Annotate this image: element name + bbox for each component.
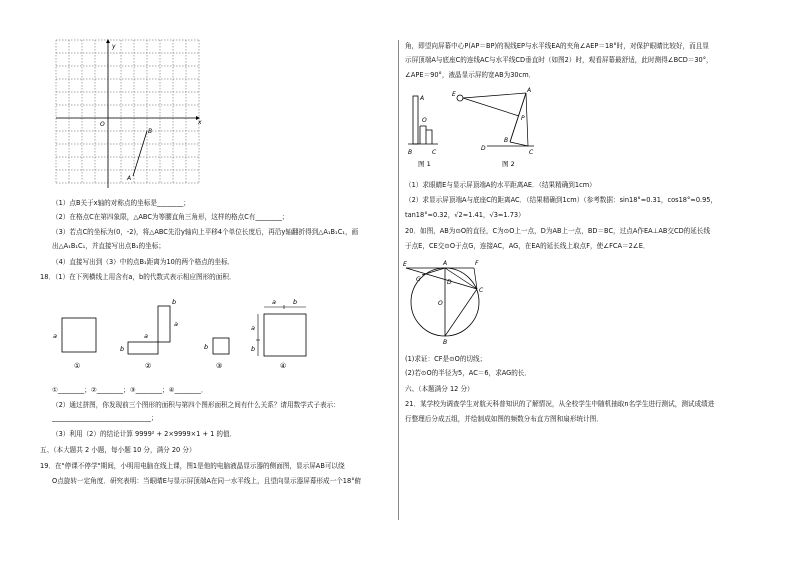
figure1-square [62,318,96,352]
column-divider [398,40,399,520]
fig1-label-o: O [422,117,427,124]
fig1-caption: 图 1 [418,160,431,168]
fig2-label-a: A [527,87,532,94]
q20-line1: 20．如图，AB为⊙O的直径，C为⊙O上一点，D为AB上一点，BD＝BC，过点A作EA⊥AB交CD的延长线 [405,227,711,235]
figure2-label-a1: a [144,332,148,340]
origin-label: O [100,121,105,128]
fig2-caption: 图 2 [502,160,515,168]
point-b-label: B [148,128,153,135]
q18-part1: 18．（1）在下列横线上用含有a，b的代数式表示相应图形的面积． [40,273,236,281]
figure2-label-b2: b [172,298,177,306]
q19-part2-line2: tan18°≈0.32，√2≈1.41，√3≈1.73） [405,211,525,219]
fig2-label-c: C [529,149,534,156]
label-a: A [443,260,448,267]
fig2-label-e: E [452,91,456,98]
q18-answer-blanks: ①________；②________；③________；④________． [52,386,208,394]
fig2-eye [457,95,463,101]
coordinate-grid-figure [48,40,202,190]
label-g: G [416,276,421,283]
grid-lines [56,40,199,183]
figure3-number: ③ [216,362,223,370]
q19-part2-line1: （2）求显示屏顶端A与底座C的距离AC．（结果精确到1cm）（参考数据：sin18°≈0.31，cos18°≈0.95， [405,196,718,204]
label-o: O [438,300,443,307]
fig2-label-p: P [521,115,525,122]
fig2-line-bc [510,142,528,146]
q20-line2: 于点E，CE交⊙O于点G，连接AC，AG，在EA的延长线上取点F，使∠FCA＝2∠E． [405,242,650,250]
q21-line2: 行整理后分成五组，并绘制成如图的频数分布直方图和扇形统计图． [405,415,603,423]
q21-line1: 21．某学校为调查学生对航天科普知识的了解情况，从全校学生中随机抽取n名学生进行测试，测试成绩进 [405,400,715,408]
q17-part3-line1: （3）若点C的坐标为(0，-2)，将△ABC先沿y轴向上平移4个单位长度后，再沿y轴翻折得到△A₁B₁C₁，画 [52,228,359,236]
circle-geometry-figure [400,257,510,347]
segment-ab [133,131,147,176]
q17-part2: （2）在格点C在第四象限，△ABC为等腰直角三角形，这样的格点C有________； [52,213,289,221]
q18-part3: （3）利用（2）的结论计算 9999² + 2×9999×1 + 1 的值． [52,430,237,438]
x-axis-label: x [198,119,202,126]
fig1-stand [420,126,432,144]
figure2-label-a2: a [174,320,178,328]
figure3-label-b: b [204,343,209,351]
figure4-label-b-top: b [293,298,298,306]
q19-line3: 角，即望向屏幕中心P(AP＝BP)的视线EP与水平线EA的夹角∠AEP＝18°时，对保护眼睛比较好，而且显 [405,42,709,50]
q19-part1: （1）求眼睛E与显示屏顶端A的水平距离AE．（结果精确到1cm） [405,181,596,189]
figure1-label-a: a [53,332,57,340]
q19-line1: 19．在"停课不停学"期间，小明用电脑在线上课，图1是他的电脑液晶显示器的侧面图，显示屏AB可以绕 [40,462,345,470]
line-bc [445,289,477,336]
figure1-number: ① [74,362,81,370]
label-e: E [403,261,407,268]
figure2-rect-a [128,342,158,354]
figure3-square [213,338,229,354]
fig2-line-ea [463,93,526,98]
q18-part2: （2）通过拼图，你发现前三个图形的面积与第四个图形面积之间有什么关系？请用数学式子表示： [52,401,340,409]
fig1-label-a: A [420,95,425,102]
section6-heading: 六、（本题满分 12 分） [405,385,474,393]
figure4-label-a-left: a [251,324,255,332]
fig2-line-ep [463,98,519,116]
figure4-label-a-top: a [272,298,276,306]
figure2-label-b1: b [120,345,125,353]
line-ag [422,268,445,275]
figure4-number: ④ [280,362,287,370]
q20-part2: (2)若⊙O的半径为5，AC＝6，求AG的长． [405,369,532,377]
q19-line2: O点旋转一定角度．研究表明：当眼睛E与显示屏顶端A在同一水平线上，且望向显示器屏幕形成一个18°俯 [52,477,362,485]
q17-part4: （4）直接写出到（3）中的点B₁距离为10的两个格点的坐标． [52,258,235,266]
label-b: B [443,339,448,346]
q17-part3-line2: 出△A₁B₁C₁，并直接写出点B₁的坐标； [52,242,165,250]
section5-heading: 五、（本大题共 2 小题，每小题 10 分，满分 20 分） [40,446,196,454]
y-axis-arrow [106,39,110,43]
area-figures [48,296,348,396]
fig2-label-b: B [504,137,509,144]
label-d: D [447,279,452,286]
fig1-label-b: B [408,149,413,156]
line-fc [474,268,477,289]
label-f: F [475,260,479,267]
fig1-screen [413,96,418,144]
point-a-label: A [127,175,132,182]
q19-line5: ∠APE＝90°，液晶显示屏的宽AB为30cm． [405,71,536,79]
figure4-label-b-left: b [251,345,256,353]
q20-part1: (1)求证：CF是⊙O的切线； [405,355,487,363]
fig2-label-d: D [481,145,486,152]
figure4-square [264,314,306,356]
monitor-figures [402,86,552,176]
figure2-number: ② [145,362,152,370]
q19-line4: 示屏顶端A与底座C的连线AC与水平线CD垂直时（如图2）时，观看屏幕最舒适，此时测得∠BCD＝30°， [405,56,713,64]
fig1-label-c: C [432,149,437,156]
figure2-rect-b [158,306,170,342]
fig2-line-ac [526,93,528,146]
y-axis-label: y [112,43,116,50]
q17-part1: （1）点B关于x轴的对称点的坐标是________； [52,199,190,207]
q18-part2-blank: ______________________________； [52,414,158,422]
label-c: C [479,287,484,294]
